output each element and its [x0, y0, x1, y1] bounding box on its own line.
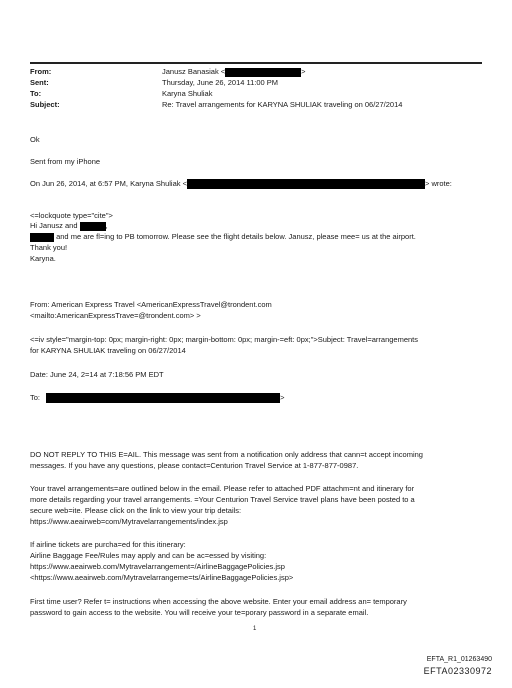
header-rule	[30, 62, 482, 64]
sent-value: Thursday, June 26, 2014 11:00 PM	[162, 78, 279, 87]
amex-from-text: From: American Express Travel <AmericanExpressTravel@trondent.com	[30, 300, 272, 309]
page-number: 1	[253, 626, 257, 632]
to-label-body: To:	[30, 393, 41, 402]
to-tail: >	[280, 393, 285, 402]
hi-line	[30, 221, 108, 232]
travel-link: https://www.aeairweb=com/Mytravelarrangements/index.jsp	[30, 517, 228, 526]
noreply-line-2: messages. If you have any questions, please contact=Centurion Travel Service at 1-877-877-0987.	[30, 461, 359, 470]
flying-text: and me are fl=ing to PB tomorrow. Please see the flight details below. Janusz, please mee= us at the airport.	[56, 232, 416, 241]
noreply-line-1: DO NOT REPLY TO THIS E=AIL. This message was sent from a notification only address that cann=t accept incoming	[30, 450, 423, 459]
airline-link-1: https://www.aeairweb.com/Mytravelarrangement=/AirlineBaggagePolicies.jsp	[30, 562, 285, 571]
subject-value: Re: Travel arrangements for KARYNA SHULIAK traveling on 06/27/2014	[162, 100, 403, 109]
div-style-text-2: for KARYNA SHULIAK traveling on 06/27/2014	[30, 346, 186, 355]
from-tail: >	[301, 67, 306, 76]
first-time-line-2: password to gain access to the website. You will receive your te=porary password in a separate email.	[30, 608, 369, 617]
hi-text: Hi Janusz and	[30, 221, 78, 230]
airline-line-2: Airline Baggage Fee/Rules may apply and can be ac=essed by visiting:	[30, 551, 267, 560]
efta-small-id: EFTA_R1_01263490	[426, 656, 492, 663]
date-text: Date: June 24, 2=14 at 7:18:56 PM EDT	[30, 370, 164, 379]
to-value: Karyna Shuliak	[162, 89, 213, 98]
from-label: From:	[30, 67, 52, 76]
redaction-box	[46, 393, 280, 403]
airline-link-2: <https://www.aeairweb.com/Mytravelarrangeme=ts/AirlineBaggagePolicies.jsp>	[30, 573, 294, 582]
subject-label: Subject:	[30, 100, 60, 109]
redaction-box	[225, 68, 301, 77]
sent-label: Sent:	[30, 78, 49, 87]
from-value: Janusz Banasiak <	[162, 67, 226, 76]
karyna-text: Karyna.	[30, 254, 56, 263]
div-style-text: <=iv style="margin-top: 0px; margin-right: 0px; margin-bottom: 0px; margin-=eft: 0px;">Subject: Travel=arrangements	[30, 335, 419, 344]
redaction-box	[30, 233, 54, 242]
travel-line-2: more details regarding your travel arrangements. =Your Centurion Travel Service travel plans have been posted to a	[30, 495, 415, 504]
blockquote-text: <=lockquote type="cite">	[30, 211, 113, 220]
travel-line-3: secure web=ite. Please click on the link to view your trip details:	[30, 506, 242, 515]
on-wrote-start: On Jun 26, 2014, at 6:57 PM, Karyna Shuliak <	[30, 179, 187, 188]
amex-mailto-text: <mailto:AmericanExpressTrave=@trondent.com> >	[30, 311, 201, 320]
ok-text: Ok	[30, 135, 40, 144]
travel-line-1: Your travel arrangements=are outlined below in the email. Please refer to attached PDF attachm=nt and itinerary for	[30, 484, 415, 493]
redaction-box	[80, 222, 106, 231]
thanks-text: Thank you!	[30, 243, 68, 252]
to-line	[30, 393, 285, 404]
redaction-box	[187, 179, 425, 189]
efta-large-id: EFTA02330972	[423, 666, 492, 676]
on-wrote-end: > wrote:	[424, 179, 452, 188]
hi-tail: ,	[105, 221, 108, 230]
to-label: To:	[30, 89, 42, 98]
first-time-line-1: First time user? Refer t= instructions when accessing the above website. Enter your email address an= temporary	[30, 597, 407, 606]
airline-line-1: If airline tickets are purcha=ed for this itinerary:	[30, 540, 186, 549]
flying-line	[30, 232, 416, 243]
sent-from-text: Sent from my iPhone	[30, 157, 101, 166]
on-wrote-line	[30, 179, 452, 190]
